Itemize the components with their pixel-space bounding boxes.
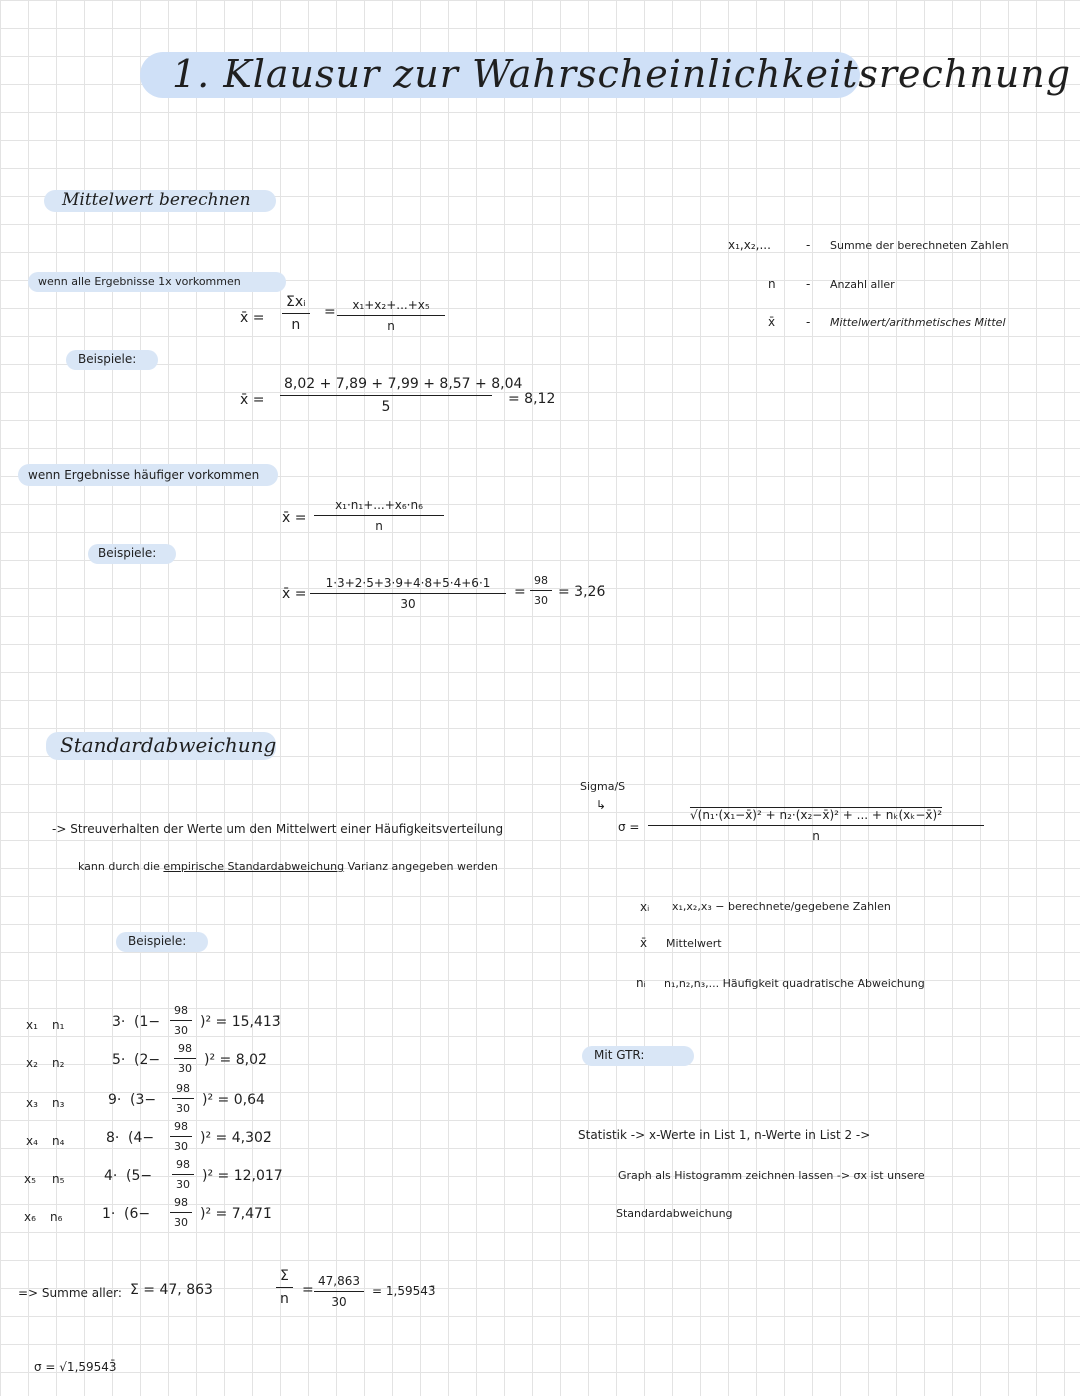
legend-desc-3: Mittelwert/arithmetisches Mittel xyxy=(830,316,1006,329)
row-base: (6− xyxy=(124,1206,151,1222)
gtr-heading: Mit GTR: xyxy=(594,1048,645,1062)
row-coef: 4· xyxy=(104,1168,118,1184)
row-frac-num: 98 xyxy=(172,1082,194,1099)
row-frac-den: 30 xyxy=(178,1062,192,1075)
row-base: (1− xyxy=(134,1014,161,1030)
example1-denominator: 5 xyxy=(381,399,391,415)
legend-sym-1: x₁,x₂,... xyxy=(728,238,771,252)
std-line1: -> Streuverhalten der Werte um den Mittelwert einer Häufigkeitsverteilung xyxy=(52,822,504,836)
example1-result: = 8,12 xyxy=(508,391,556,407)
row-coef: 3· xyxy=(112,1014,126,1030)
formula1-equals: = xyxy=(324,304,336,320)
row-base: (4− xyxy=(128,1130,155,1146)
example2-result-numerator: 98 xyxy=(530,574,552,591)
sigma-label: Sigma/S xyxy=(580,780,626,793)
row-x: x₂ xyxy=(26,1056,38,1070)
row-x: x₃ xyxy=(26,1096,38,1110)
div-fraction xyxy=(314,1274,364,1309)
def-sym-2: x̄ xyxy=(640,936,648,950)
row-frac-num: 98 xyxy=(170,1196,192,1213)
legend-desc-1: Summe der berechneten Zahlen xyxy=(830,239,1009,252)
row-tail: )² = 8,02̄ xyxy=(204,1052,267,1068)
formula1b-fraction xyxy=(336,298,446,333)
row-fraction xyxy=(174,1042,196,1075)
row-n: n₆ xyxy=(50,1210,63,1224)
row-x: x₄ xyxy=(26,1134,38,1148)
example1-lhs: x̄ = xyxy=(240,392,265,408)
sigma-arrow: ↳ xyxy=(596,798,607,812)
legend-sym-3: x̄ xyxy=(768,315,776,329)
case1-label: wenn alle Ergebnisse 1x vorkommen xyxy=(38,275,241,288)
example2-result-denominator: 30 xyxy=(534,594,548,607)
std-line2 xyxy=(78,860,498,873)
formula1-lhs: x̄ = xyxy=(240,310,265,326)
formula1b-denominator: n xyxy=(387,319,395,333)
formula1-fraction xyxy=(282,294,310,333)
page-title: 1. Klausur zur Wahrscheinlichkeitsrechnung xyxy=(172,52,1072,96)
row-frac-den: 30 xyxy=(174,1140,188,1153)
row-fraction xyxy=(170,1196,192,1229)
formula2-denominator: n xyxy=(375,519,383,533)
div-equals: = xyxy=(302,1282,314,1298)
example1-label: Beispiele: xyxy=(78,352,137,366)
row-tail: )² = 4,302̄ xyxy=(200,1130,272,1146)
sigma-lhs: σ = xyxy=(618,820,640,834)
legend-dash-3: - xyxy=(806,315,811,329)
div-denominator: 30 xyxy=(331,1295,347,1309)
example2-fraction xyxy=(310,576,506,611)
formula2-lhs: x̄ = xyxy=(282,510,307,526)
sigma-denominator: n xyxy=(812,829,820,843)
example1-numerator: 8,02 + 7,89 + 7,99 + 8,57 + 8,04 xyxy=(280,376,492,396)
row-frac-num: 98 xyxy=(174,1042,196,1059)
def-desc-1: x₁,x₂,x₃ − berechnete/gegebene Zahlen xyxy=(672,900,891,913)
row-tail: )² = 12,017̄ xyxy=(202,1168,283,1184)
gtr-line1: Statistik -> x-Werte in List 1, n-Werte in List 2 -> xyxy=(578,1128,871,1142)
row-fraction xyxy=(172,1082,194,1115)
example2-result-fraction xyxy=(530,574,552,607)
def-desc-2: Mittelwert xyxy=(666,937,722,950)
row-n: n₁ xyxy=(52,1018,65,1032)
std-line2-b: empirische Standardabweichung xyxy=(163,860,345,873)
def-sym-1: xᵢ xyxy=(640,900,650,914)
row-n: n₂ xyxy=(52,1056,65,1070)
example2-label: Beispiele: xyxy=(98,546,157,560)
row-fraction xyxy=(172,1158,194,1191)
row-frac-den: 30 xyxy=(176,1102,190,1115)
example2-equals: = xyxy=(514,584,526,600)
legend-sym-2: n xyxy=(768,277,776,291)
def-sym-3: nᵢ xyxy=(636,976,646,990)
example2-denominator: 30 xyxy=(400,597,416,611)
row-n: n₄ xyxy=(52,1134,65,1148)
row-tail: )² = 15,413̄ xyxy=(200,1014,281,1030)
row-coef: 5· xyxy=(112,1052,126,1068)
example2-lhs: x̄ = xyxy=(282,586,307,602)
row-base: (3− xyxy=(130,1092,157,1108)
gtr-line3: Standardabweichung xyxy=(616,1207,733,1220)
formula1b-numerator: x₁+x₂+...+x₅ xyxy=(337,298,445,316)
sum-value: Σ = 47, 863 xyxy=(130,1282,213,1298)
row-coef: 1· xyxy=(102,1206,116,1222)
row-tail: )² = 7,471̄ xyxy=(200,1206,272,1222)
sigma-fraction xyxy=(648,808,984,843)
row-fraction xyxy=(170,1004,192,1037)
row-n: n₃ xyxy=(52,1096,65,1110)
row-x: x₁ xyxy=(26,1018,38,1032)
example2-numerator: 1·3+2·5+3·9+4·8+5·4+6·1 xyxy=(310,576,506,594)
row-coef: 8· xyxy=(106,1130,120,1146)
row-coef: 9· xyxy=(108,1092,122,1108)
row-n: n₅ xyxy=(52,1172,65,1186)
formula1-numerator: Σxᵢ xyxy=(282,294,310,314)
div-lhs-numerator: Σ xyxy=(276,1268,293,1288)
div-result: = 1,59543̄ xyxy=(372,1284,436,1298)
std-example-label: Beispiele: xyxy=(128,934,187,948)
legend-dash-1: - xyxy=(806,238,811,252)
row-frac-num: 98 xyxy=(170,1120,192,1137)
example1-fraction xyxy=(280,376,523,415)
formula2-fraction xyxy=(314,498,444,533)
div-lhs-denominator: n xyxy=(279,1291,289,1307)
example2-result: = 3,26̄ xyxy=(558,584,606,600)
row-x: x₆ xyxy=(24,1210,36,1224)
row-x: x₅ xyxy=(24,1172,36,1186)
case2-label: wenn Ergebnisse häufiger vorkommen xyxy=(28,468,260,482)
std-line2-a: kann durch die xyxy=(78,860,160,873)
row-tail: )² = 0,64 xyxy=(202,1092,265,1108)
row-frac-num: 98 xyxy=(170,1004,192,1021)
legend-desc-2: Anzahl aller xyxy=(830,278,895,291)
mittelwert-heading: Mittelwert berechnen xyxy=(62,190,251,210)
row-fraction xyxy=(170,1120,192,1153)
row-frac-den: 30 xyxy=(176,1178,190,1191)
legend-dash-2: - xyxy=(806,277,811,291)
sigma-numerator: √(n₁·(x₁−x̄)² + n₂·(x₂−x̄)² + ... + nₖ(xₖ−x̄)² xyxy=(648,808,984,826)
formula2-numerator: x₁·n₁+...+x₆·n₆ xyxy=(314,498,444,516)
row-base: (2− xyxy=(134,1052,161,1068)
div-lhs-fraction xyxy=(276,1268,293,1307)
row-frac-num: 98 xyxy=(172,1158,194,1175)
row-base: (5− xyxy=(126,1168,153,1184)
formula1-denominator: n xyxy=(291,317,301,333)
div-numerator: 47,863 xyxy=(314,1274,364,1292)
sum-label: => Summe aller: xyxy=(18,1286,122,1300)
sigma-final: σ = √1,59543̄ xyxy=(34,1360,117,1374)
std-line2-c: Varianz angegeben werden xyxy=(347,860,498,873)
std-heading: Standardabweichung xyxy=(60,733,277,757)
gtr-line2: Graph als Histogramm zeichnen lassen -> σx ist unsere xyxy=(618,1169,925,1182)
row-frac-den: 30 xyxy=(174,1216,188,1229)
def-desc-3: n₁,n₂,n₃,... Häufigkeit quadratische Abweichung xyxy=(664,977,925,990)
row-frac-den: 30 xyxy=(174,1024,188,1037)
